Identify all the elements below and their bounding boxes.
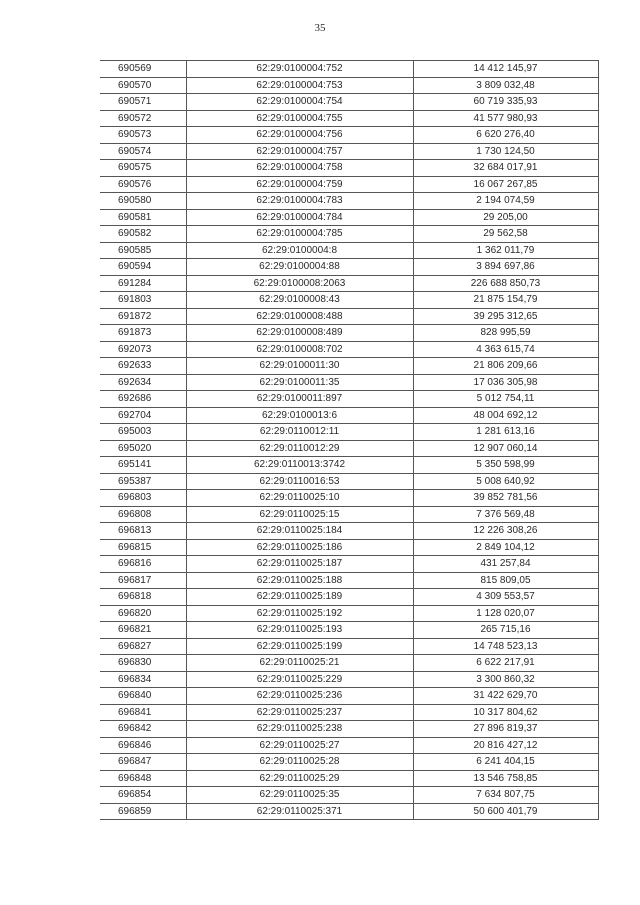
cadastral-number: 62:29:0110025:21 [186, 655, 413, 672]
cadastral-number: 62:29:0100004:784 [186, 209, 413, 226]
row-number: 692704 [100, 407, 186, 424]
cadastral-value: 4 363 615,74 [413, 341, 598, 358]
cadastral-number: 62:29:0110016:53 [186, 473, 413, 490]
table-row [100, 440, 598, 457]
table-row [100, 61, 598, 78]
cadastral-value: 5 008 640,92 [413, 473, 598, 490]
cadastral-number: 62:29:0110012:11 [186, 424, 413, 441]
cadastral-number: 62:29:0100008:702 [186, 341, 413, 358]
table-row [100, 193, 598, 210]
row-number: 696820 [100, 605, 186, 622]
table-row [100, 688, 598, 705]
cadastral-number: 62:29:0110025:229 [186, 671, 413, 688]
cadastral-number: 62:29:0100011:897 [186, 391, 413, 408]
cadastral-number: 62:29:0100008:2063 [186, 275, 413, 292]
cadastral-value: 10 317 804,62 [413, 704, 598, 721]
cadastral-value: 14 748 523,13 [413, 638, 598, 655]
row-number: 696818 [100, 589, 186, 606]
row-number: 695003 [100, 424, 186, 441]
cadastral-value: 27 896 819,37 [413, 721, 598, 738]
table-row [100, 77, 598, 94]
cadastral-value: 12 226 308,26 [413, 523, 598, 540]
row-number: 696813 [100, 523, 186, 540]
row-number: 695387 [100, 473, 186, 490]
row-number: 696859 [100, 803, 186, 820]
row-number: 696816 [100, 556, 186, 573]
table-row [100, 506, 598, 523]
row-number: 691872 [100, 308, 186, 325]
row-number: 690576 [100, 176, 186, 193]
cadastral-number: 62:29:0110025:29 [186, 770, 413, 787]
cadastral-value: 3 300 860,32 [413, 671, 598, 688]
cadastral-value: 29 562,58 [413, 226, 598, 243]
cadastral-value: 1 128 020,07 [413, 605, 598, 622]
cadastral-value: 1 362 011,79 [413, 242, 598, 259]
table-row [100, 605, 598, 622]
table-row [100, 143, 598, 160]
cadastral-number: 62:29:0100004:8 [186, 242, 413, 259]
cadastral-number: 62:29:0100004:754 [186, 94, 413, 111]
table-row [100, 754, 598, 771]
cadastral-number: 62:29:0100008:488 [186, 308, 413, 325]
cadastral-number: 62:29:0110025:238 [186, 721, 413, 738]
row-number: 690570 [100, 77, 186, 94]
table-row [100, 424, 598, 441]
cadastral-number: 62:29:0110025:10 [186, 490, 413, 507]
cadastral-value: 6 241 404,15 [413, 754, 598, 771]
cadastral-value: 2 849 104,12 [413, 539, 598, 556]
row-number: 696827 [100, 638, 186, 655]
table-row [100, 556, 598, 573]
row-number: 692686 [100, 391, 186, 408]
table-row [100, 473, 598, 490]
cadastral-value: 16 067 267,85 [413, 176, 598, 193]
cadastral-value: 13 546 758,85 [413, 770, 598, 787]
row-number: 696808 [100, 506, 186, 523]
row-number: 690575 [100, 160, 186, 177]
row-number: 690581 [100, 209, 186, 226]
cadastral-value: 6 622 217,91 [413, 655, 598, 672]
table-row [100, 671, 598, 688]
row-number: 696847 [100, 754, 186, 771]
row-number: 692073 [100, 341, 186, 358]
cadastral-number: 62:29:0110025:15 [186, 506, 413, 523]
table-row [100, 209, 598, 226]
table-row [100, 622, 598, 639]
cadastral-value: 21 875 154,79 [413, 292, 598, 309]
row-number: 696842 [100, 721, 186, 738]
row-number: 696815 [100, 539, 186, 556]
cadastral-value: 5 350 598,99 [413, 457, 598, 474]
table-row [100, 308, 598, 325]
table-row [100, 325, 598, 342]
table-row [100, 110, 598, 127]
row-number: 691803 [100, 292, 186, 309]
table-row [100, 242, 598, 259]
row-number: 695141 [100, 457, 186, 474]
row-number: 690573 [100, 127, 186, 144]
table-row [100, 127, 598, 144]
cadastral-value: 1 730 124,50 [413, 143, 598, 160]
row-number: 691284 [100, 275, 186, 292]
cadastral-value: 60 719 335,93 [413, 94, 598, 111]
table-row [100, 721, 598, 738]
row-number: 690574 [100, 143, 186, 160]
row-number: 690582 [100, 226, 186, 243]
cadastral-number: 62:29:0100004:759 [186, 176, 413, 193]
table-row [100, 737, 598, 754]
cadastral-number: 62:29:0100004:752 [186, 61, 413, 78]
cadastral-value: 815 809,05 [413, 572, 598, 589]
table-row [100, 539, 598, 556]
cadastral-number: 62:29:0110025:27 [186, 737, 413, 754]
cadastral-number: 62:29:0110025:186 [186, 539, 413, 556]
cadastral-value: 4 309 553,57 [413, 589, 598, 606]
table-row [100, 803, 598, 820]
row-number: 690585 [100, 242, 186, 259]
cadastral-number: 62:29:0100004:785 [186, 226, 413, 243]
row-number: 690572 [100, 110, 186, 127]
table-row [100, 160, 598, 177]
cadastral-value: 226 688 850,73 [413, 275, 598, 292]
cadastral-value: 1 281 613,16 [413, 424, 598, 441]
cadastral-number: 62:29:0110025:237 [186, 704, 413, 721]
row-number: 692633 [100, 358, 186, 375]
cadastral-value-table [100, 60, 599, 820]
cadastral-value: 21 806 209,66 [413, 358, 598, 375]
table-row [100, 490, 598, 507]
cadastral-value: 17 036 305,98 [413, 374, 598, 391]
row-number: 696841 [100, 704, 186, 721]
cadastral-number: 62:29:0110025:192 [186, 605, 413, 622]
cadastral-number: 62:29:0110025:371 [186, 803, 413, 820]
cadastral-value: 14 412 145,97 [413, 61, 598, 78]
page-number: 35 [314, 22, 326, 34]
cadastral-value: 7 634 807,75 [413, 787, 598, 804]
cadastral-number: 62:29:0110025:187 [186, 556, 413, 573]
cadastral-number: 62:29:0100011:30 [186, 358, 413, 375]
cadastral-number: 62:29:0110025:199 [186, 638, 413, 655]
row-number: 696834 [100, 671, 186, 688]
row-number: 695020 [100, 440, 186, 457]
table-row [100, 407, 598, 424]
cadastral-number: 62:29:0110025:193 [186, 622, 413, 639]
cadastral-number: 62:29:0100004:755 [186, 110, 413, 127]
table-row [100, 589, 598, 606]
table-row [100, 292, 598, 309]
row-number: 696846 [100, 737, 186, 754]
cadastral-number: 62:29:0110025:189 [186, 589, 413, 606]
cadastral-value: 31 422 629,70 [413, 688, 598, 705]
row-number: 692634 [100, 374, 186, 391]
table-row [100, 787, 598, 804]
table-row [100, 259, 598, 276]
table-row [100, 358, 598, 375]
cadastral-number: 62:29:0110025:35 [186, 787, 413, 804]
cadastral-number: 62:29:0100004:758 [186, 160, 413, 177]
cadastral-number: 62:29:0100004:756 [186, 127, 413, 144]
cadastral-value: 3 809 032,48 [413, 77, 598, 94]
table-row [100, 704, 598, 721]
table-row [100, 374, 598, 391]
cadastral-value: 6 620 276,40 [413, 127, 598, 144]
cadastral-value: 265 715,16 [413, 622, 598, 639]
cadastral-value: 828 995,59 [413, 325, 598, 342]
table-row [100, 341, 598, 358]
cadastral-value: 29 205,00 [413, 209, 598, 226]
cadastral-number: 62:29:0100004:88 [186, 259, 413, 276]
cadastral-number: 62:29:0100004:783 [186, 193, 413, 210]
row-number: 690580 [100, 193, 186, 210]
table-body [100, 61, 598, 820]
table-row [100, 176, 598, 193]
table-row [100, 655, 598, 672]
row-number: 696854 [100, 787, 186, 804]
table-row [100, 457, 598, 474]
cadastral-value: 12 907 060,14 [413, 440, 598, 457]
cadastral-value: 3 894 697,86 [413, 259, 598, 276]
row-number: 696848 [100, 770, 186, 787]
cadastral-number: 62:29:0110013:3742 [186, 457, 413, 474]
row-number: 690594 [100, 259, 186, 276]
row-number: 690571 [100, 94, 186, 111]
cadastral-value: 431 257,84 [413, 556, 598, 573]
cadastral-number: 62:29:0110025:188 [186, 572, 413, 589]
cadastral-number: 62:29:0100011:35 [186, 374, 413, 391]
table-row [100, 226, 598, 243]
table-row [100, 638, 598, 655]
cadastral-number: 62:29:0110025:184 [186, 523, 413, 540]
table-row [100, 770, 598, 787]
cadastral-value: 50 600 401,79 [413, 803, 598, 820]
cadastral-value: 39 852 781,56 [413, 490, 598, 507]
cadastral-number: 62:29:0110012:29 [186, 440, 413, 457]
table-row [100, 275, 598, 292]
cadastral-value: 2 194 074,59 [413, 193, 598, 210]
cadastral-value: 5 012 754,11 [413, 391, 598, 408]
row-number: 696821 [100, 622, 186, 639]
row-number: 696830 [100, 655, 186, 672]
row-number: 690569 [100, 61, 186, 78]
table-row [100, 523, 598, 540]
cadastral-value: 7 376 569,48 [413, 506, 598, 523]
cadastral-value: 48 004 692,12 [413, 407, 598, 424]
cadastral-number: 62:29:0100008:43 [186, 292, 413, 309]
cadastral-value: 32 684 017,91 [413, 160, 598, 177]
row-number: 696817 [100, 572, 186, 589]
cadastral-number: 62:29:0100004:753 [186, 77, 413, 94]
row-number: 696803 [100, 490, 186, 507]
cadastral-number: 62:29:0110025:28 [186, 754, 413, 771]
cadastral-value: 41 577 980,93 [413, 110, 598, 127]
cadastral-number: 62:29:0100004:757 [186, 143, 413, 160]
table-row [100, 94, 598, 111]
row-number: 696840 [100, 688, 186, 705]
cadastral-value: 39 295 312,65 [413, 308, 598, 325]
row-number: 691873 [100, 325, 186, 342]
table-row [100, 391, 598, 408]
table-row [100, 572, 598, 589]
cadastral-value: 20 816 427,12 [413, 737, 598, 754]
cadastral-number: 62:29:0110025:236 [186, 688, 413, 705]
cadastral-number: 62:29:0100013:6 [186, 407, 413, 424]
cadastral-number: 62:29:0100008:489 [186, 325, 413, 342]
